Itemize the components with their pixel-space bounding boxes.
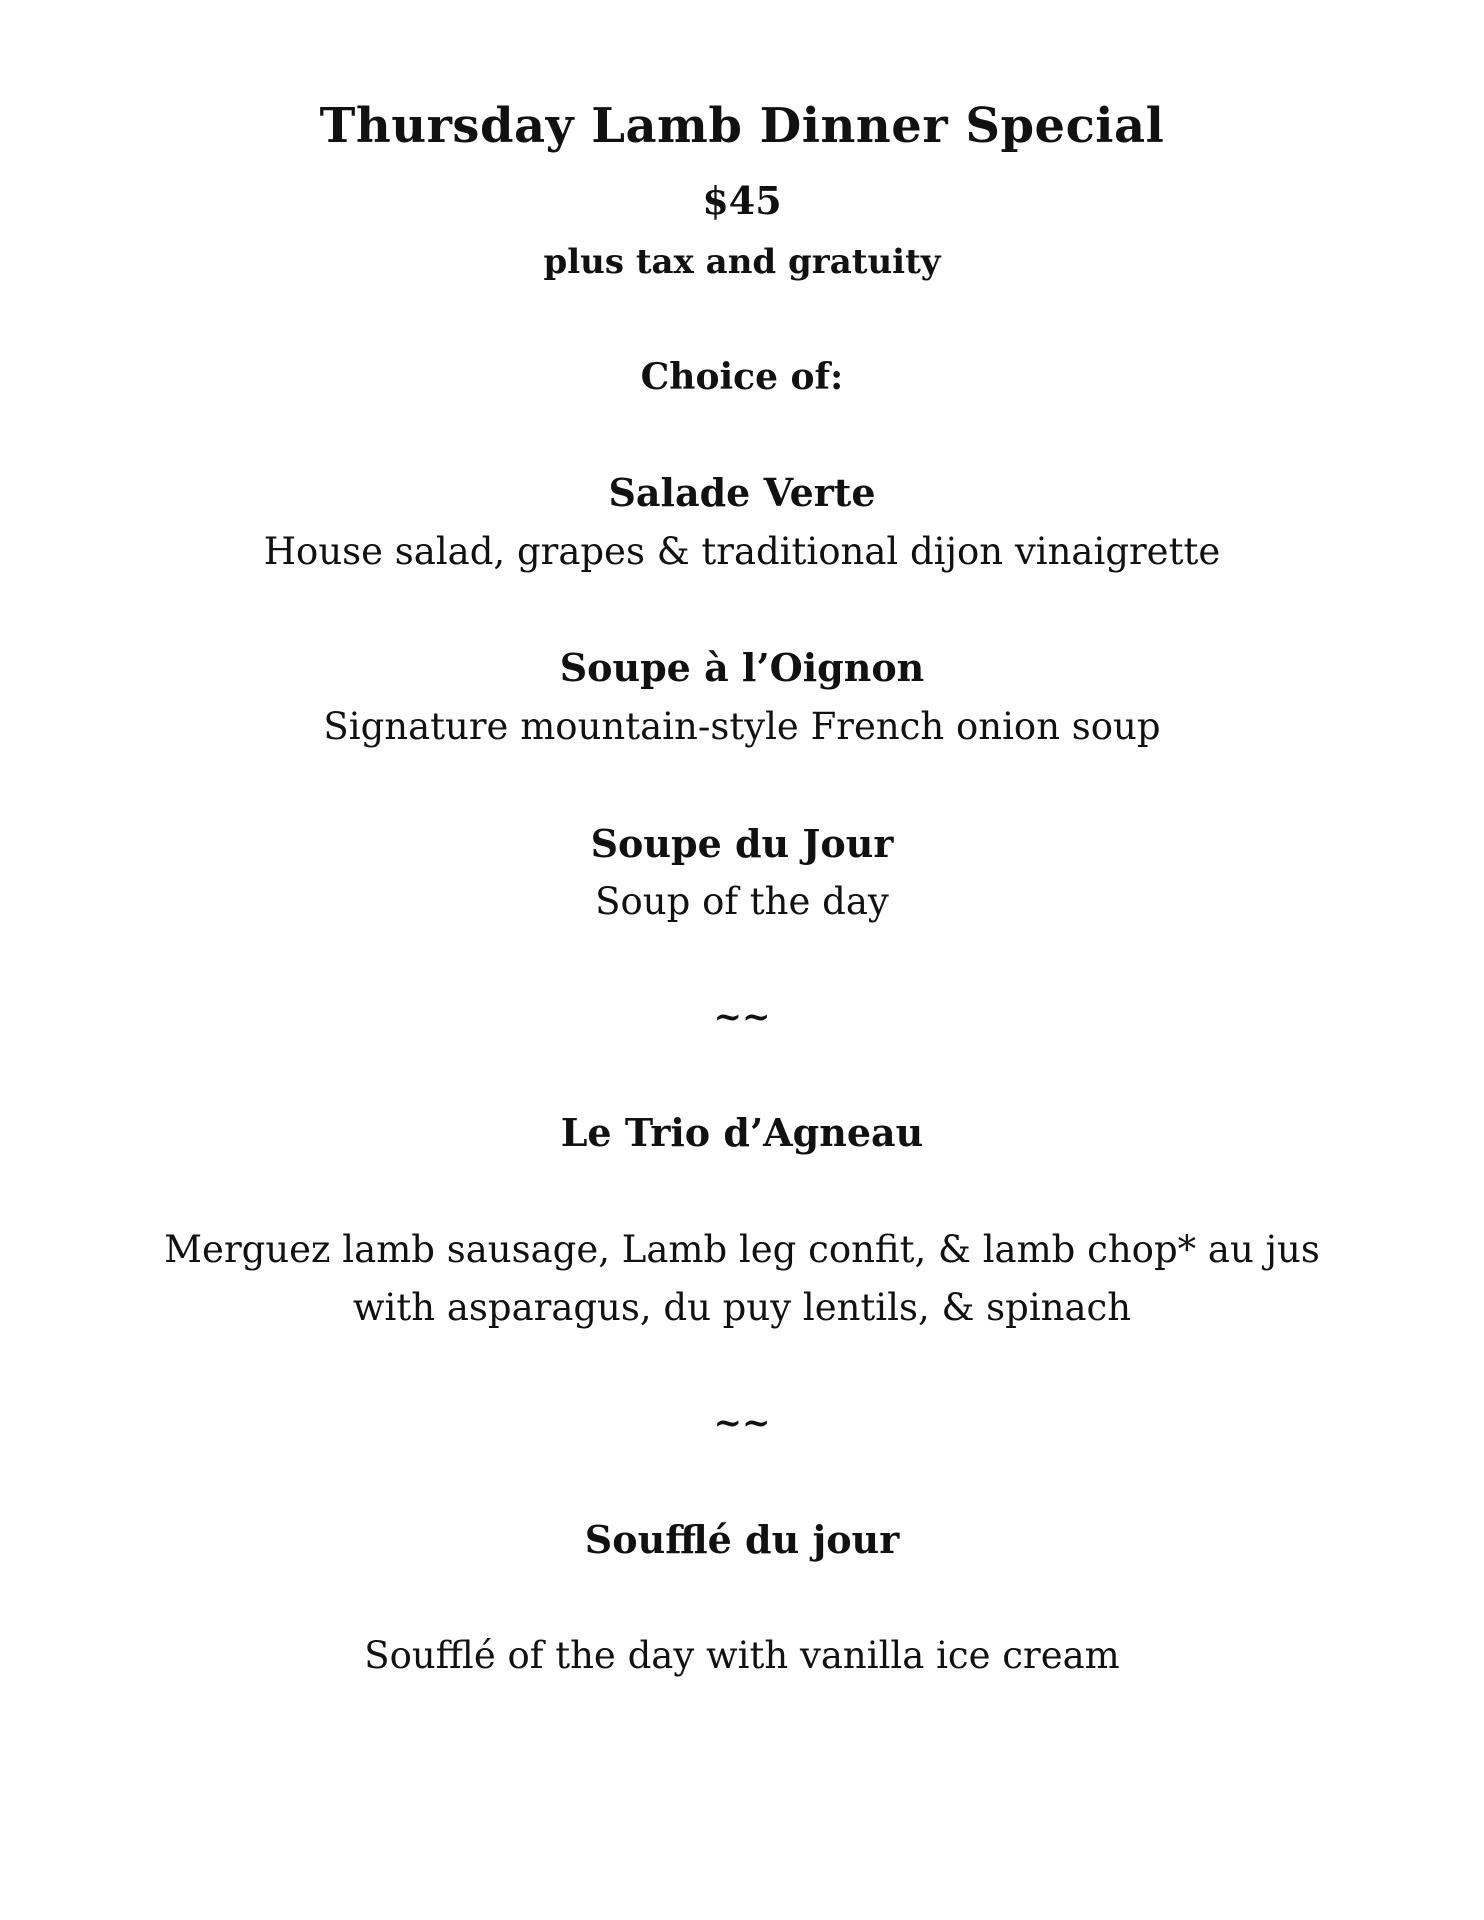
dessert-name: Soufflé du jour bbox=[584, 1517, 900, 1562]
main-course-name: Le Trio d’Agneau bbox=[560, 1110, 924, 1155]
starter-description: Signature mountain-style French onion soup bbox=[323, 705, 1161, 748]
course-separator: ~~ bbox=[713, 997, 771, 1037]
starter-name: Soupe du Jour bbox=[590, 821, 894, 866]
menu-title: Thursday Lamb Dinner Special bbox=[319, 98, 1165, 154]
starter-name: Soupe à l’Oignon bbox=[559, 645, 925, 690]
main-course-description: with asparagus, du puy lentils, & spinach bbox=[352, 1286, 1132, 1329]
course-separator: ~~ bbox=[713, 1403, 771, 1443]
price-note: plus tax and gratuity bbox=[543, 242, 941, 282]
starter-description: House salad, grapes & traditional dijon vinaigrette bbox=[263, 530, 1221, 573]
starter-name: Salade Verte bbox=[608, 470, 876, 515]
dessert-description: Soufflé of the day with vanilla ice cream bbox=[364, 1634, 1120, 1677]
main-course-description: Merguez lamb sausage, Lamb leg confit, & lamb chop* au jus bbox=[164, 1228, 1320, 1271]
starter-description: Soup of the day bbox=[595, 880, 889, 923]
choice-label: Choice of: bbox=[640, 356, 844, 398]
menu-price: $45 bbox=[702, 178, 782, 223]
